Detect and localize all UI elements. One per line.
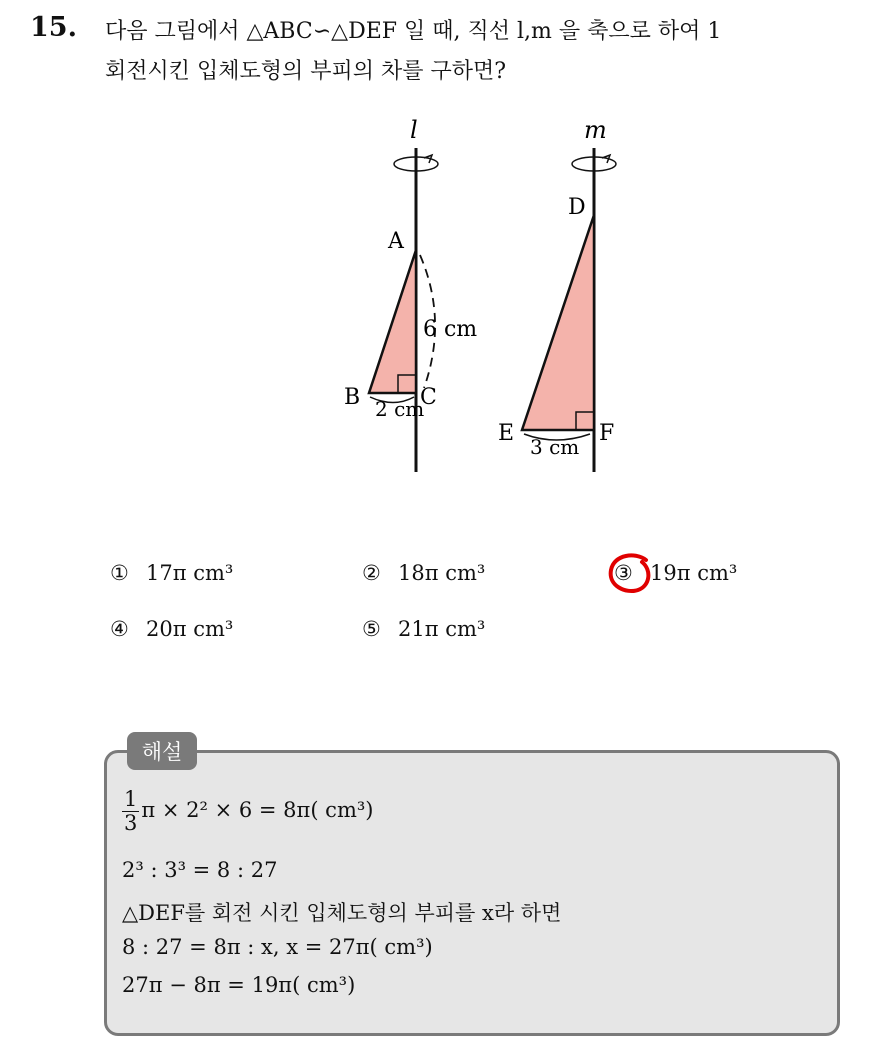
solution-fraction [122, 788, 139, 835]
side-bc-label: 2 cm [375, 397, 425, 421]
vertex-b-label: B [344, 385, 361, 410]
solution-line-1-text: π × 2² × 6 = 8π( cm³) [141, 798, 374, 823]
solution-line-2: 2³ : 3³ = 8 : 27 [122, 858, 278, 882]
vertex-a-label: A [388, 229, 404, 254]
side-ef-label: 3 cm [530, 435, 580, 459]
option-2[interactable] [362, 561, 485, 585]
vertex-f-label: F [599, 421, 615, 446]
option-3-mark: ③ [614, 561, 633, 585]
vertex-d-label: D [568, 195, 586, 220]
axis-l-label: l [410, 116, 418, 144]
triangle-def [522, 215, 594, 430]
option-4[interactable] [110, 617, 233, 641]
option-4-text: 20π cm³ [146, 617, 234, 641]
question-text-line-1: 다음 그림에서 △ABC∽△DEF 일 때, 직선 l,m 을 축으로 하여 1 [105, 19, 722, 44]
axis-m-label: m [584, 116, 607, 144]
solution-line-5: 27π − 8π = 19π( cm³) [122, 973, 356, 997]
question-number: 15. [30, 12, 77, 43]
question-text-line-2: 회전시킨 입체도형의 부피의 차를 구하면? [105, 59, 507, 84]
solution-line-4: 8 : 27 = 8π : x, x = 27π( cm³) [122, 935, 433, 959]
option-2-text: 18π cm³ [398, 561, 486, 585]
option-5-text: 21π cm³ [398, 617, 486, 641]
selected-answer-circle [606, 552, 654, 596]
fraction-numerator: 1 [124, 787, 138, 811]
option-3-text: 19π cm³ [650, 561, 738, 585]
option-2-mark: ② [362, 561, 381, 585]
fraction-denominator: 3 [124, 811, 138, 836]
solution-line-1 [122, 788, 373, 835]
side-ac-label: 6 cm [423, 317, 478, 342]
triangle-abc [369, 250, 416, 393]
solution-tab: 해설 [127, 732, 197, 770]
vertex-e-label: E [498, 421, 515, 446]
solution-line-3: △DEF를 회전 시킨 입체도형의 부피를 x라 하면 [122, 901, 562, 925]
option-4-mark: ④ [110, 617, 129, 641]
option-1-text: 17π cm³ [146, 561, 234, 585]
option-1[interactable] [110, 561, 233, 585]
option-1-mark: ① [110, 561, 129, 585]
option-5-mark: ⑤ [362, 617, 381, 641]
option-5[interactable] [362, 617, 485, 641]
vertex-c-label: C [420, 385, 437, 410]
rotation-figure [320, 110, 640, 480]
